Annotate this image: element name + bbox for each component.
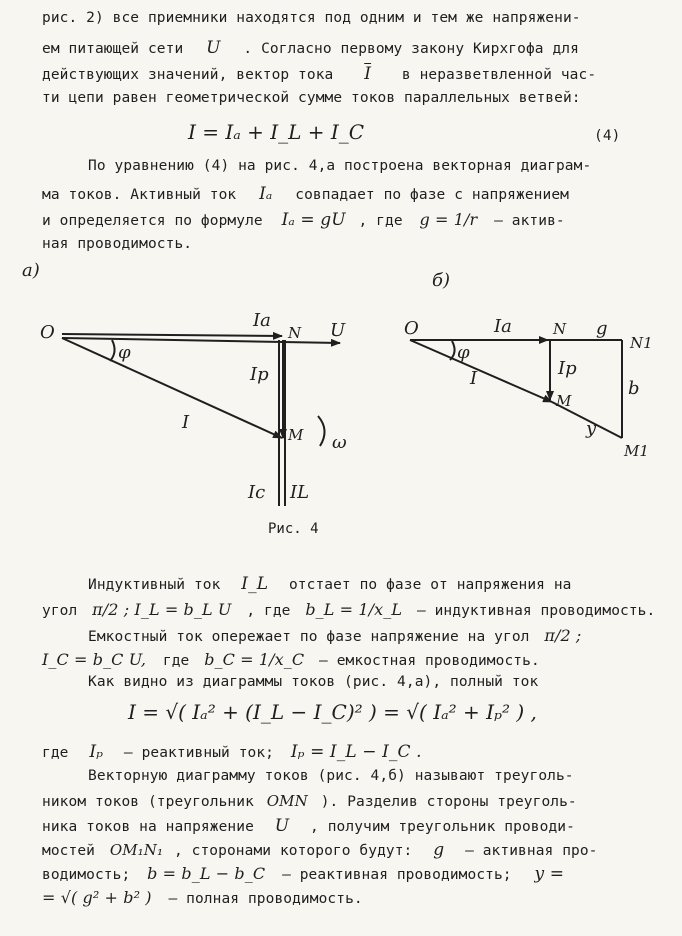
para5-text: – активная про- <box>465 843 598 859</box>
para3-line-3 <box>88 626 581 645</box>
para5-text: ником токов (треугольник <box>42 794 254 810</box>
figure-4 <box>0 258 682 538</box>
label-O: O <box>40 322 55 343</box>
formula-bC: b_C = 1/x_C <box>204 650 305 669</box>
para5-text: водимость; <box>42 867 131 883</box>
formula-Ip: Iₚ = I_L − I_C . <box>290 742 422 762</box>
para2-line-2 <box>42 184 569 204</box>
intro-line-1: рис. 2) все приемники находятся под одним и тем же напряжени- <box>42 10 581 26</box>
formula-y-start: y = <box>534 864 565 884</box>
para4-text: – реактивный ток; <box>123 745 275 761</box>
para3-line-5: Как видно из диаграммы токов (рис. 4,а), полный ток <box>88 674 539 690</box>
var-g: g <box>433 840 445 860</box>
para2-line-1: По уравнению (4) на рис. 4,а построена векторная диаграм- <box>88 158 592 174</box>
para4-line-1 <box>42 742 422 762</box>
label-I-b: I <box>470 368 478 389</box>
vector-I-b <box>410 340 552 402</box>
omega-arc <box>318 416 325 446</box>
label-N-b: N <box>553 320 567 338</box>
para5-line-5 <box>42 864 564 884</box>
label-IL: IL <box>290 482 310 503</box>
formula-Ia: Iₐ = gU <box>281 210 346 230</box>
para3-text: – емкостная проводимость. <box>319 653 540 669</box>
equation-4-number: (4) <box>594 128 621 144</box>
var-U-2: U <box>274 816 290 836</box>
intro-text: ем питающей сети <box>42 41 184 57</box>
para3-line-1 <box>88 574 572 594</box>
para5-line-1: Векторную диаграмму токов (рис. 4,б) называют треуголь- <box>88 768 574 784</box>
para5-text: ника токов на напряжение <box>42 819 254 835</box>
label-Ip-b: Iр <box>558 358 577 379</box>
para3-text: отстает по фазе от напряжения на <box>288 577 572 593</box>
label-y: y <box>586 418 597 439</box>
figure-caption: Рис. 4 <box>268 521 319 537</box>
intro-text: . Согласно первому закону Кирхгофа для <box>243 41 579 57</box>
label-Ic: Ic <box>248 482 266 503</box>
para3-text: где <box>162 653 190 669</box>
formula-y: = √( g² + b² ) <box>42 888 152 907</box>
diagram-a <box>62 334 340 506</box>
para5-text: , получим треугольник проводи- <box>310 819 575 835</box>
formula-Ic: I_C = b_C U, <box>42 650 147 669</box>
label-g: g <box>596 318 608 339</box>
panel-b-label: б) <box>432 270 451 291</box>
para2-line-4: ная проводимость. <box>42 236 193 252</box>
intro-line-2 <box>42 38 579 58</box>
var-OMN: OMN <box>266 792 308 810</box>
para5-text: ). Разделив стороны треуголь- <box>320 794 577 810</box>
angle-phi-arc <box>110 340 115 361</box>
label-omega: ω <box>332 432 347 453</box>
var-Ip: Iₚ <box>89 742 104 762</box>
formula-IL: π/2 ; I_L = b_L U <box>92 600 232 619</box>
para5-line-6 <box>42 888 363 907</box>
label-M-b: M <box>556 392 572 410</box>
var-Ia: Iₐ <box>259 184 273 204</box>
formula-bL: b_L = 1/x_L <box>305 600 403 619</box>
label-O-b: O <box>404 318 419 339</box>
formula-g: g = 1/r <box>419 210 478 229</box>
para3-text: Индуктивный ток <box>88 577 221 593</box>
para2-text: совпадает по фазе с напряжением <box>295 187 569 203</box>
label-U: U <box>330 320 346 341</box>
para2-text: – актив- <box>494 213 565 229</box>
para5-line-2 <box>42 792 577 810</box>
label-I: I <box>182 412 190 433</box>
para4-text: где <box>42 745 69 761</box>
para5-line-3 <box>42 816 575 836</box>
para3-line-4 <box>42 650 540 669</box>
equation-full-current: I = √( Iₐ² + (I_L − I_C)² ) = √( Iₐ² + Iₚ² ) , <box>128 700 537 724</box>
intro-text: действующих значений, вектор тока <box>42 67 334 83</box>
label-phi: φ <box>118 342 131 363</box>
label-Ia: Iа <box>253 310 271 331</box>
para3-text: угол <box>42 603 78 619</box>
para5-text: мостей <box>42 843 95 859</box>
var-U: U <box>206 38 221 58</box>
para5-text: , сторонами которого будут: <box>173 843 413 859</box>
var-I-vector: $\overline{I}$ <box>364 64 372 84</box>
para3-text: – индуктивная проводимость. <box>416 603 656 619</box>
label-phi-b: φ <box>457 342 470 363</box>
para2-text: , где <box>358 213 403 229</box>
label-M1: M1 <box>624 442 649 460</box>
vector-Ia <box>62 334 282 336</box>
para3-line-2 <box>42 600 655 619</box>
label-b: b <box>628 378 640 399</box>
para5-line-4 <box>42 840 598 860</box>
para3-text: Емкостный ток опережает по фазе напряжение на угол <box>88 629 530 645</box>
label-Ia-b: Iа <box>494 316 512 337</box>
intro-text: в неразветвленной час- <box>401 67 597 83</box>
panel-a-label: а) <box>22 260 40 281</box>
para2-text: ма токов. Активный ток <box>42 187 237 203</box>
formula-pi2: π/2 ; <box>544 626 582 645</box>
para2-line-3 <box>42 210 565 230</box>
intro-line-4: ти цепи равен геометрической сумме токов параллельных ветвей: <box>42 90 581 106</box>
label-M: M <box>288 426 304 444</box>
var-OM1N1: OM₁N₁ <box>109 841 164 859</box>
formula-b: b = b_L − b_C <box>147 864 266 883</box>
intro-line-3 <box>42 64 596 84</box>
para2-text: и определяется по формуле <box>42 213 263 229</box>
label-Ip: Iр <box>250 364 269 385</box>
vector-I <box>62 338 282 438</box>
var-IL: I_L <box>241 574 269 594</box>
label-N1: N1 <box>630 334 653 352</box>
para5-text: – реактивная проводимость; <box>282 867 512 883</box>
para3-text: , где <box>246 603 291 619</box>
para5-text: – полная проводимость. <box>168 891 363 907</box>
label-N: N <box>288 324 302 342</box>
equation-4: I = Iₐ + I_L + I_C <box>188 120 365 144</box>
